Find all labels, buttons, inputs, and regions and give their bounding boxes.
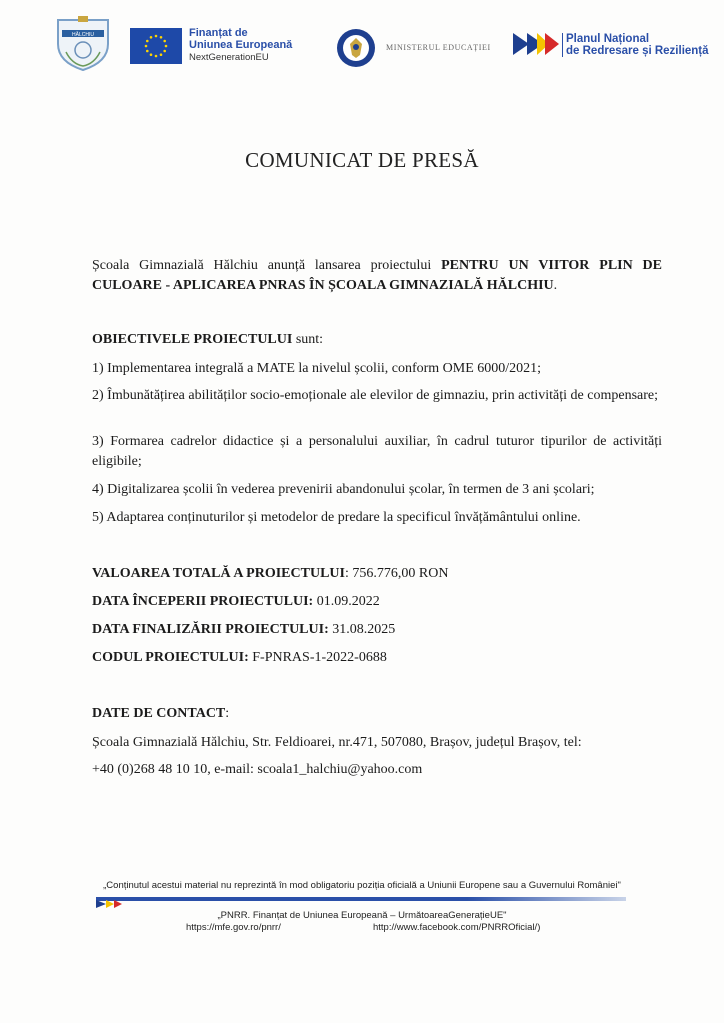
objective-item: 2) Îmbunătățirea abilităților socio-emoționale ale elevilor de gimnaziu, prin activități de compensare; <box>92 388 659 403</box>
footer-divider <box>96 897 626 901</box>
pnrr-logo-icon <box>513 33 559 55</box>
ministry-label: MINISTERUL EDUCAȚIEI <box>386 43 491 52</box>
contact-address: Școala Gimnazială Hălchiu, Str. Feldioarei, nr.471, 507080, Brașov, județul Brașov, tel: <box>92 735 582 750</box>
objective-item: 1) Implementarea integrală a MATE la nivelul școlii, conform OME 6000/2021; <box>92 361 542 376</box>
objective-item: 3) Formarea cadrelor didactice și a personalului auxiliar, în cadrul tuturor tipurilor de activități eligibile; <box>92 434 662 469</box>
eu-funding-label: Finanțat de Uniunea Europeană NextGenerationEU <box>189 27 293 63</box>
objectives-heading: OBIECTIVELE PROIECTULUI sunt: <box>92 332 324 347</box>
project-name: PENTRU UN VIITOR PLIN DE CULOARE - APLICAREA PNRAS ÎN ȘCOALA GIMNAZIALĂ HĂLCHIU <box>92 258 663 293</box>
detail-total-value: VALOAREA TOTALĂ A PROIECTULUI: 756.776,00 RON <box>92 566 449 581</box>
footer-pnrr-note: „PNRR. Finanțat de Uniunea Europeană – UrmătoareaGenerațieUE" <box>217 910 507 921</box>
detail-end-date: DATA FINALIZĂRII PROIECTULUI: 31.08.2025 <box>92 622 396 637</box>
footer-disclaimer: „Conținutul acestui material nu reprezintă în mod obligatoriu poziția oficială a Uniunii Europene sau a Guvernului României" <box>103 880 621 891</box>
detail-project-code: CODUL PROIECTULUI: F-PNRAS-1-2022-0688 <box>92 650 387 665</box>
detail-start-date: DATA ÎNCEPERII PROIECTULUI: 01.09.2022 <box>92 594 380 609</box>
footer-link-facebook[interactable]: http://www.facebook.com/PNRROficial/) <box>373 922 541 933</box>
objective-item: 4) Digitalizarea școlii în vederea prevenirii abandonului școlar, în termen de 3 ani școlari; <box>92 482 595 497</box>
school-logo-text: HĂLCHIU <box>72 32 94 38</box>
objective-item: 5) Adaptarea conținuturilor și metodelor de predare la specificul învățământului online. <box>92 510 581 525</box>
school-logo <box>52 14 114 72</box>
footer-arrow-icon <box>96 895 126 903</box>
contact-heading: DATE DE CONTACT: <box>92 706 230 721</box>
romania-government-seal-icon <box>336 28 376 68</box>
contact-phone-email: +40 (0)268 48 10 10, e-mail: scoala1_halchiu@yahoo.com <box>92 762 423 777</box>
eu-flag-icon <box>130 28 182 64</box>
page-title: COMUNICAT DE PRESĂ <box>245 148 479 172</box>
footer-link-mfe[interactable]: https://mfe.gov.ro/pnrr/ <box>186 922 281 933</box>
pnrr-label: Planul Național de Redresare și Reziliență <box>562 33 709 57</box>
intro-paragraph: Școala Gimnazială Hălchiu anunță lansarea proiectului PENTRU UN VIITOR PLIN DE CULOARE - APLICAREA PNRAS ÎN ȘCOALA GIMNAZIALĂ HĂLCHIU. <box>92 258 663 293</box>
